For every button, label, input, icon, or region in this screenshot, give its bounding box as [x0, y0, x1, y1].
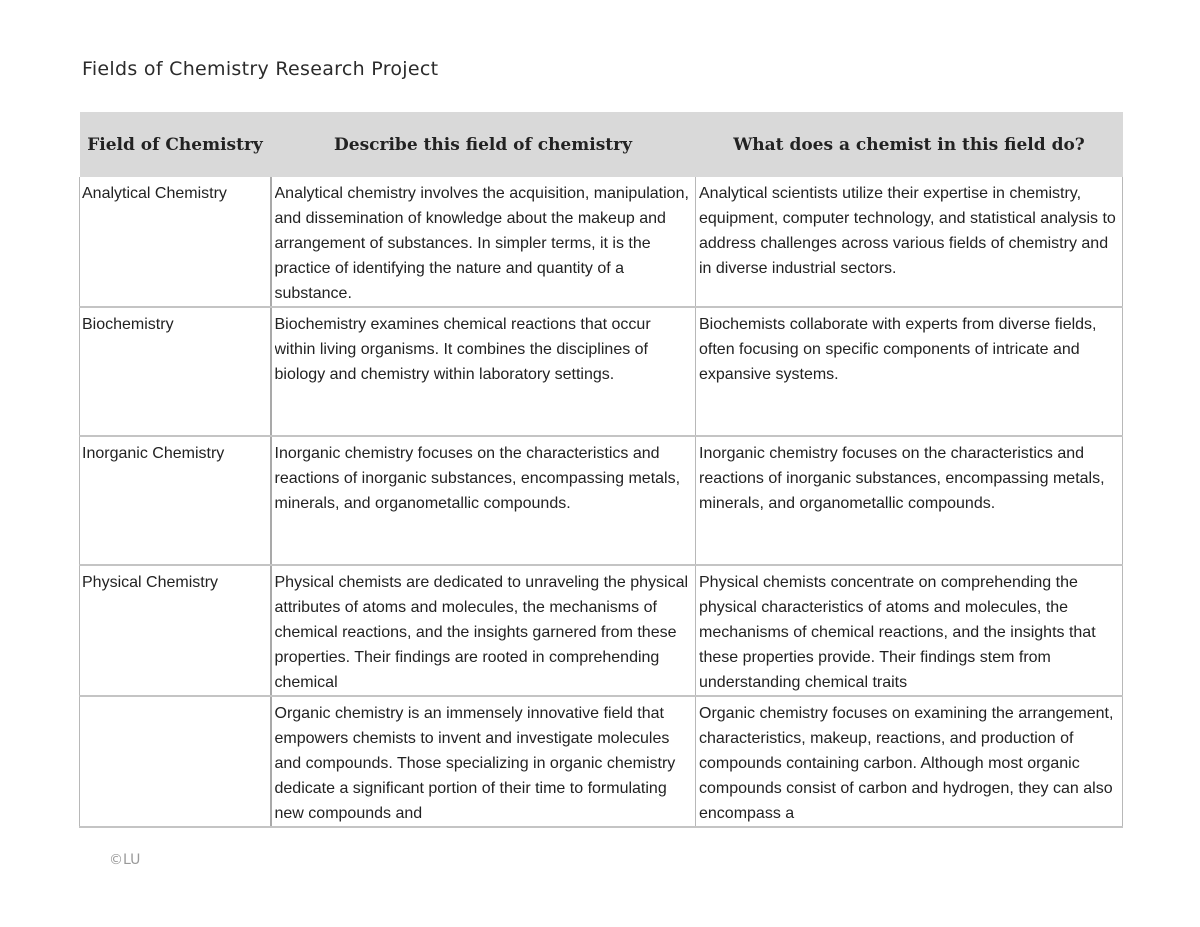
chemist-role-cell: Biochemists collaborate with experts from diverse fields, often focusing on specific components of intricate and expansive systems. [696, 307, 1123, 436]
table-row [80, 307, 1123, 436]
description-cell: Organic chemistry is an immensely innovative field that empowers chemists to invent and investigate molecules and compounds. Those specializing in organic chemistry dedicate a significant portion of their time to formulating new compounds and [271, 696, 696, 827]
header-description: Describe this field of chemistry [271, 112, 696, 177]
header-field: Field of Chemistry [80, 112, 271, 177]
table-row [80, 436, 1123, 565]
table-row [80, 565, 1123, 696]
field-cell: Physical Chemistry [80, 565, 271, 696]
document-title: Fields of Chemistry Research Project [82, 58, 439, 80]
chemist-role-cell: Physical chemists concentrate on comprehending the physical characteristics of atoms and molecules, the mechanisms of chemical reactions, and the insights that these properties provide. Their findings stem from understanding chemical traits [696, 565, 1123, 696]
chemist-role-cell: Analytical scientists utilize their expertise in chemistry, equipment, computer technology, and statistical analysis to address challenges across various fields of chemistry and in diverse industrial sectors. [696, 177, 1123, 307]
field-cell: Biochemistry [80, 307, 271, 436]
copyright-notice: ©LU [109, 852, 141, 868]
description-cell: Inorganic chemistry focuses on the characteristics and reactions of inorganic substances, encompassing metals, minerals, and organometallic compounds. [271, 436, 696, 565]
description-cell: Physical chemists are dedicated to unraveling the physical attributes of atoms and molecules, the mechanisms of chemical reactions, and the insights garnered from these properties. Their findings are rooted in comprehending chemical [271, 565, 696, 696]
table-row [80, 177, 1123, 307]
description-cell: Analytical chemistry involves the acquisition, manipulation, and dissemination of knowledge about the makeup and arrangement of substances. In simpler terms, it is the practice of identifying the nature and quantity of a substance. [271, 177, 696, 307]
description-cell: Biochemistry examines chemical reactions that occur within living organisms. It combines the disciplines of biology and chemistry within laboratory settings. [271, 307, 696, 436]
field-cell: Inorganic Chemistry [80, 436, 271, 565]
table-row [80, 696, 1123, 827]
header-chemist-role: What does a chemist in this field do? [696, 112, 1123, 177]
chemist-role-cell: Inorganic chemistry focuses on the characteristics and reactions of inorganic substances, encompassing metals, minerals, and organometallic compounds. [696, 436, 1123, 565]
field-cell: Analytical Chemistry [80, 177, 271, 307]
field-cell [80, 696, 271, 827]
chemist-role-cell: Organic chemistry focuses on examining the arrangement, characteristics, makeup, reactions, and production of compounds containing carbon. Although most organic compounds consist of carbon and hydrogen, they can also encompass a [696, 696, 1123, 827]
table-header-row [80, 112, 1123, 177]
chemistry-fields-table [79, 112, 1123, 828]
